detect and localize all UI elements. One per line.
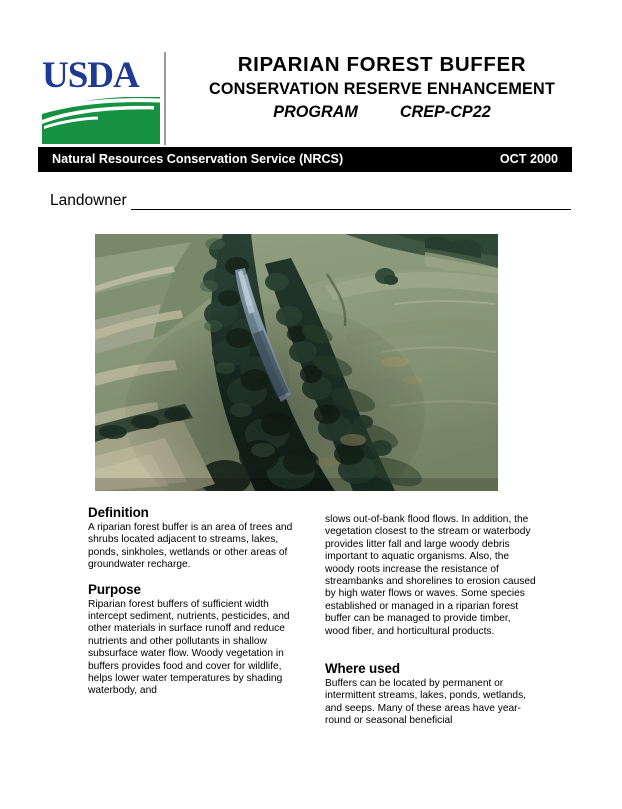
publication-date-label: OCT 2000	[499, 152, 558, 166]
header-vertical-divider	[164, 52, 166, 145]
page-subtitle: CONSERVATION RESERVE ENHANCEMENT	[208, 80, 556, 98]
left-text-column	[88, 504, 300, 698]
page-subtitle-program-line	[172, 100, 592, 124]
landowner-field-row	[50, 191, 530, 213]
section-body-where-used: Buffers can be located by permanent or intermittent streams, lakes, ponds, wetlands, and seeps. Many of these areas have year-round or seasonal beneficial	[325, 678, 527, 727]
header-title-block	[172, 52, 592, 124]
practice-code: CREP-CP22	[399, 103, 491, 121]
section-body-purpose: Riparian forest buffers of sufficient width intercept sediment, nutrients, pesticides, and other materials in surface runoff and reduce nutrients and other pollutants in shallow subsurface water flow. Woody vegetation in buffers provides food and cover for wildlife, helps lower water temperatures by shading waterbody, and	[88, 598, 290, 697]
agency-banner	[38, 147, 572, 172]
usda-wordmark-text: USDA	[42, 55, 139, 96]
right-text-column	[325, 514, 537, 728]
usda-landscape-swoosh-icon	[42, 97, 160, 144]
landowner-label: Landowner	[50, 192, 127, 209]
document-header	[0, 52, 622, 148]
section-body-definition: A riparian forest buffer is an area of trees and shrubs located adjacent to streams, lakes, ponds, sinkholes, wetlands or other areas of groundwater recharge.	[88, 522, 293, 571]
usda-logo	[42, 54, 160, 144]
riparian-buffer-aerial-photo	[95, 234, 498, 491]
page-title: RIPARIAN FOREST BUFFER	[237, 53, 527, 76]
section-heading-purpose: Purpose	[88, 581, 141, 597]
section-heading-where-used: Where used	[325, 661, 400, 677]
section-body-purpose-continued: slows out-of-bank flood flows. In addition, the vegetation closest to the stream or waterbody provides litter fall and large woody debris important to aquatic organisms. Also, the woody roots increase the resistance of streambanks and shorelines to erosion caused by high water flows or waves. Some species established or managed in a riparian forest buffer can be managed to provide timber, wood fiber, and horticultural products.	[325, 514, 536, 637]
program-word: PROGRAM	[273, 103, 358, 121]
section-heading-definition: Definition	[88, 505, 149, 520]
landowner-input-rule[interactable]	[131, 209, 571, 210]
agency-name-label: Natural Resources Conservation Service (NRCS)	[52, 152, 344, 166]
